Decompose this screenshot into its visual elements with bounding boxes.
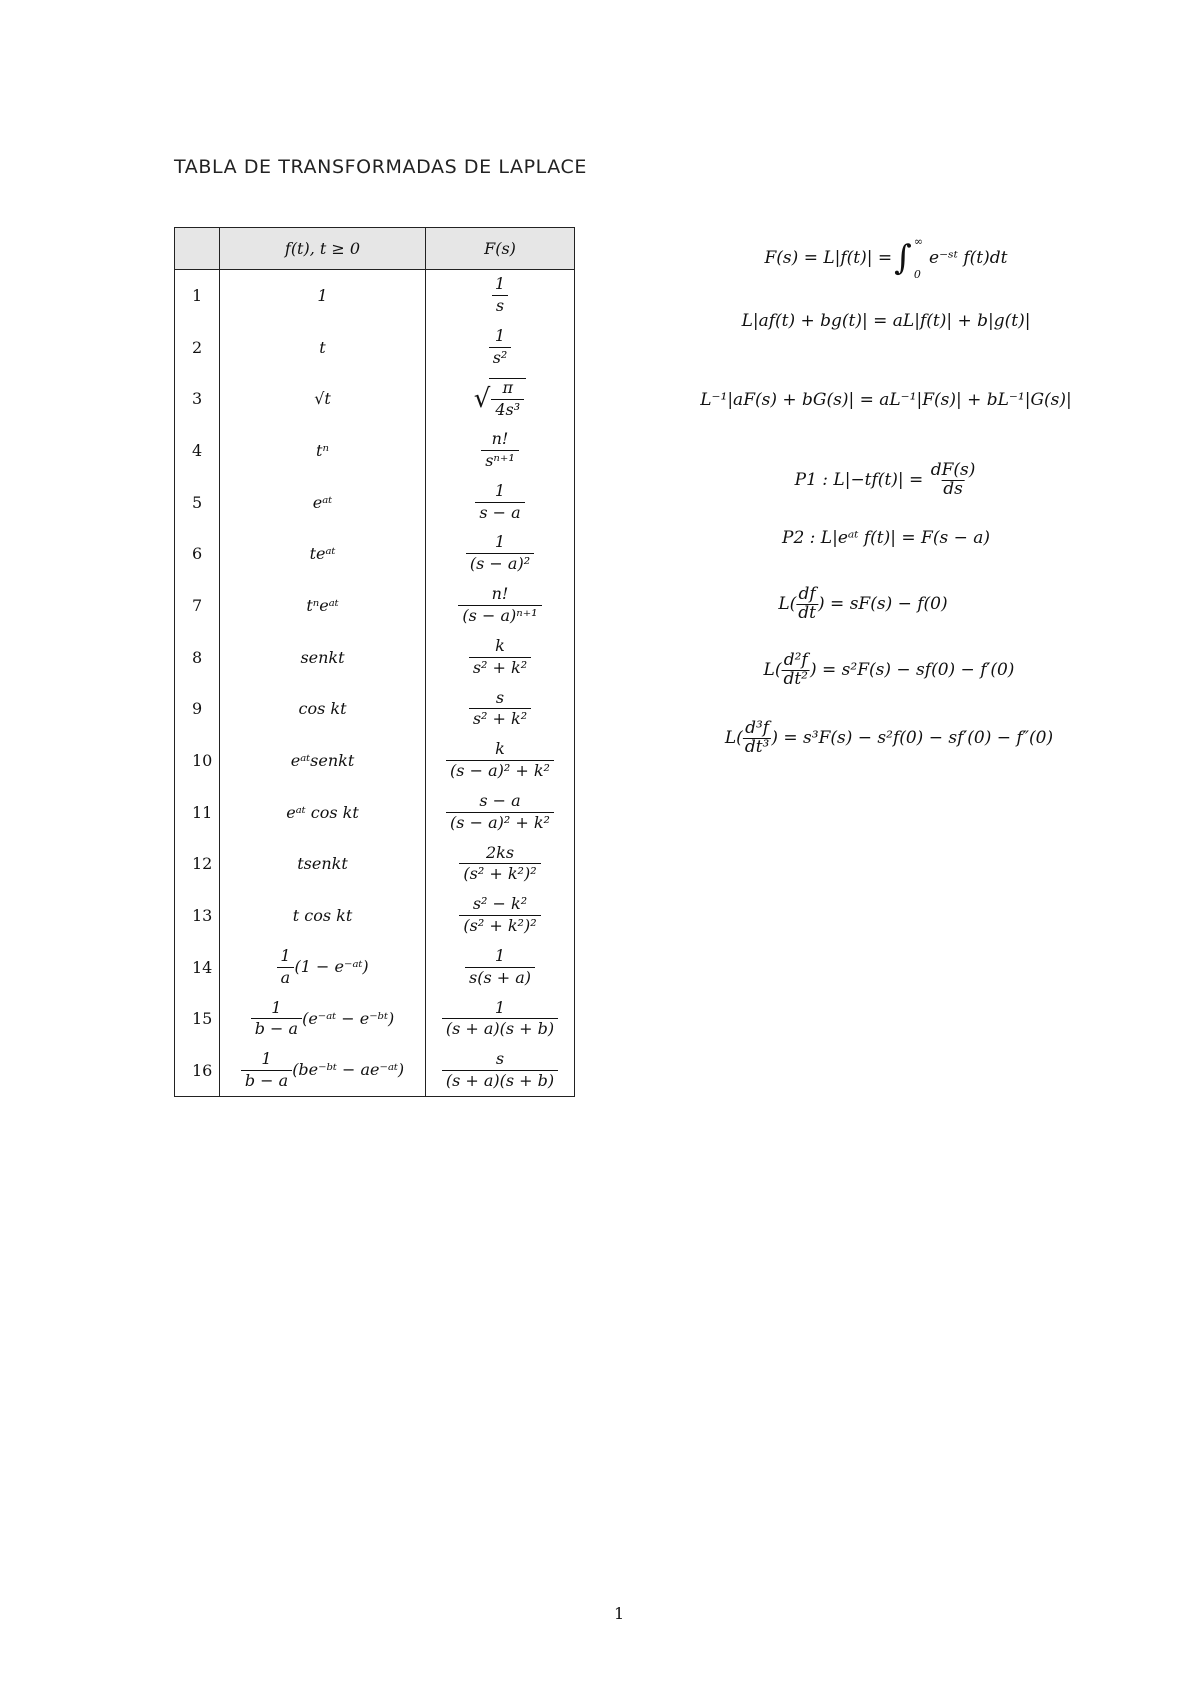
- table-row: [175, 1045, 575, 1097]
- row-index: 9: [175, 683, 220, 735]
- row-index: 4: [175, 425, 220, 477]
- row-F-of-s: $\frac{n!}{\text{sⁿ⁺¹}}$: [426, 425, 575, 477]
- table-row: [175, 683, 575, 735]
- row-f-of-t: tⁿ: [220, 425, 426, 477]
- table-header-row: [175, 228, 575, 270]
- row-f-of-t: t cos kt: [220, 890, 426, 942]
- row-index: 10: [175, 735, 220, 787]
- row-F-of-s: $\frac{1}{\text{(s − a)²}}$: [426, 528, 575, 580]
- row-index: 14: [175, 941, 220, 993]
- table-row: [175, 993, 575, 1045]
- row-f-of-t: cos kt: [220, 683, 426, 735]
- row-index: 5: [175, 476, 220, 528]
- row-F-of-s: $\frac{s - a}{\text{(s − a)² + k²}}$: [426, 786, 575, 838]
- table-row: [175, 631, 575, 683]
- row-F-of-s: $\frac{1}{(s + a)(s + b)}$: [426, 993, 575, 1045]
- row-index: 1: [175, 270, 220, 322]
- table-row: [175, 890, 575, 942]
- formula-p1: P1 : L|−tf(t)| = $\frac{dF(s)}{ds}$: [794, 460, 976, 499]
- row-F-of-s: $\frac{s}{\text{s² + k²}}$: [426, 683, 575, 735]
- page-title: TABLA DE TRANSFORMADAS DE LAPLACE: [174, 156, 587, 178]
- table-row: [175, 425, 575, 477]
- page-number: 1: [614, 1604, 625, 1623]
- row-f-of-t: eᵃᵗ: [220, 476, 426, 528]
- row-f-of-t: tsenkt: [220, 838, 426, 890]
- row-index: 6: [175, 528, 220, 580]
- formula-d2: L( $\frac{\text{d²f}}{\text{dt²}}$ ) = s²F(s) − sf(0) − f′(0): [763, 650, 1015, 689]
- row-F-of-s: $\frac{n!}{\text{(s − a)ⁿ⁺¹}}$: [426, 580, 575, 632]
- row-f-of-t: 1: [220, 270, 426, 322]
- table-row: [175, 373, 575, 425]
- table-row: [175, 941, 575, 993]
- row-F-of-s: √ $\frac{\pi}{\text{4s³}}$: [426, 373, 575, 425]
- formula-d1: L( $\frac{df}{dt}$ ) = sF(s) − f(0): [778, 584, 948, 623]
- row-F-of-s: $\frac{1}{s - a}$: [426, 476, 575, 528]
- row-F-of-s: $\frac{1}{\text{s²}}$: [426, 321, 575, 373]
- table-row: [175, 838, 575, 890]
- row-f-of-t: eᵃᵗ cos kt: [220, 786, 426, 838]
- header-index: [175, 228, 220, 270]
- formula-d3: L( $\frac{\text{d³f}}{\text{dt³}}$ ) = s³F(s) − s²f(0) − sf′(0) − f″(0): [724, 718, 1054, 757]
- header-f: f(t), t ≥ 0: [220, 228, 426, 270]
- row-F-of-s: $\frac{s}{(s + a)(s + b)}$: [426, 1045, 575, 1097]
- row-index: 13: [175, 890, 220, 942]
- row-index: 16: [175, 1045, 220, 1097]
- table-row: [175, 321, 575, 373]
- row-f-of-t: teᵃᵗ: [220, 528, 426, 580]
- formula-p2: P2 : L|eᵃᵗ f(t)| = F(s − a): [782, 528, 990, 548]
- row-F-of-s: $\frac{\text{s² − k²}}{\text{(s² + k²)²}}$: [426, 890, 575, 942]
- table-row: [175, 580, 575, 632]
- row-f-of-t: √t: [220, 373, 426, 425]
- row-f-of-t: $\frac{1}{a}$ (1 − e⁻ᵃᵗ): [220, 941, 426, 993]
- row-f-of-t: $\frac{1}{b - a}$ (be⁻ᵇᵗ − ae⁻ᵃᵗ): [220, 1045, 426, 1097]
- formula-linearity: L|af(t) + bg(t)| = aL|f(t)| + b|g(t)|: [741, 311, 1031, 331]
- row-f-of-t: eᵃᵗsenkt: [220, 735, 426, 787]
- table-row: [175, 528, 575, 580]
- row-index: 2: [175, 321, 220, 373]
- table-row: [175, 786, 575, 838]
- row-F-of-s: $\frac{2ks}{\text{(s² + k²)²}}$: [426, 838, 575, 890]
- row-F-of-s: $\frac{k}{\text{(s − a)² + k²}}$: [426, 735, 575, 787]
- row-f-of-t: $\frac{1}{b - a}$ (e⁻ᵃᵗ − e⁻ᵇᵗ): [220, 993, 426, 1045]
- row-F-of-s: $\frac{k}{\text{s² + k²}}$: [426, 631, 575, 683]
- row-index: 12: [175, 838, 220, 890]
- row-index: 15: [175, 993, 220, 1045]
- row-F-of-s: $\frac{1}{s}$: [426, 270, 575, 322]
- laplace-table: [174, 227, 575, 1097]
- row-index: 3: [175, 373, 220, 425]
- table-row: [175, 735, 575, 787]
- row-f-of-t: tⁿeᵃᵗ: [220, 580, 426, 632]
- formula-definition: F(s) = L|f(t)| = ∫ ∞ 0 e⁻ˢᵗ f(t)dt: [764, 235, 1008, 281]
- table-row: [175, 476, 575, 528]
- row-f-of-t: senkt: [220, 631, 426, 683]
- table-row: [175, 270, 575, 322]
- formula-inverse-linearity: L⁻¹|aF(s) + bG(s)| = aL⁻¹|F(s)| + bL⁻¹|G(s)|: [700, 390, 1072, 410]
- row-index: 7: [175, 580, 220, 632]
- row-index: 11: [175, 786, 220, 838]
- header-F: F(s): [426, 228, 575, 270]
- row-index: 8: [175, 631, 220, 683]
- row-F-of-s: $\frac{1}{s(s + a)}$: [426, 941, 575, 993]
- row-f-of-t: t: [220, 321, 426, 373]
